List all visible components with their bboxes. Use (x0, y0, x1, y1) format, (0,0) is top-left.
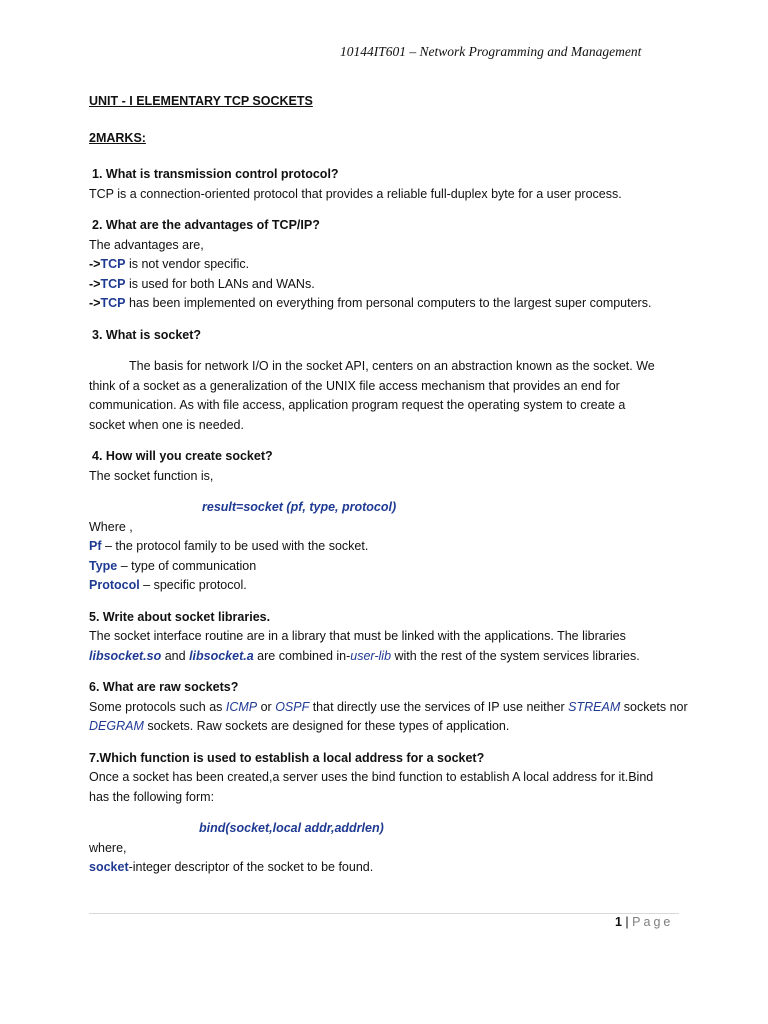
def-term: Pf (89, 539, 102, 553)
q3-answer-line: communication. As with file access, application program request the operating system to create a (89, 398, 626, 412)
def-term: Protocol (89, 578, 140, 592)
q2-item-text: is used for both LANs and WANs. (125, 276, 315, 291)
tcp-term: TCP (100, 276, 126, 291)
q6-answer-line (89, 717, 689, 737)
q4-definition (89, 576, 689, 596)
header-separator: – (406, 44, 420, 59)
tcp-term: TCP (100, 296, 126, 310)
q5-text: with the rest of the system services libraries. (391, 648, 640, 663)
q1-answer: TCP is a connection-oriented protocol that provides a reliable full-duplex byte for a user process. (89, 186, 622, 201)
def-term: Type (89, 558, 118, 573)
q4-definition (89, 537, 689, 557)
lib-name: libsocket.a (189, 648, 254, 663)
q1-question: 1. What is transmission control protocol? (92, 167, 339, 181)
def-term: socket (89, 860, 129, 874)
page-footer (615, 915, 673, 929)
def-desc: – the protocol family to be used with the socket. (101, 539, 369, 553)
running-header (340, 44, 641, 60)
bind-formula: bind(socket,local addr,addrlen) (199, 821, 384, 835)
q2-question: 2. What are the advantages of TCP/IP? (92, 218, 320, 232)
q3-answer-line: The basis for network I/O in the socket API, centers on an abstraction known as the socket. We (129, 359, 655, 373)
q6-text: sockets. Raw sockets are designed for these types of application. (143, 719, 510, 733)
q5-question: 5. Write about socket libraries. (89, 609, 271, 624)
protocol-term: OSPF (275, 699, 310, 714)
footer-divider (89, 913, 679, 914)
q4-intro: The socket function is, (89, 468, 214, 483)
socket-type-term: DEGRAM (89, 719, 144, 733)
q6-text: sockets nor (620, 699, 688, 714)
arrow-marker: -> (89, 257, 101, 271)
lib-name: libsocket.so (89, 648, 162, 663)
course-title: Network Programming and Management (419, 44, 642, 59)
tcp-term: TCP (100, 257, 126, 271)
q7-answer-line: Once a socket has been created,a server uses the bind function to establish A local address for it.Bind (89, 770, 654, 784)
q6-text: Some protocols such as (89, 699, 226, 714)
footer-separator: | (621, 915, 633, 929)
q6-question: 6. What are raw sockets? (89, 680, 239, 694)
q3-answer-line: socket when one is needed. (89, 417, 244, 432)
protocol-term: ICMP (225, 699, 258, 714)
q5-answer-line: The socket interface routine are in a library that must be linked with the applications. The libraries (89, 629, 626, 643)
q3-answer-line: think of a socket as a generalization of the UNIX file access mechanism that provides an end for (89, 378, 620, 393)
q2-item-text: has been implemented on everything from personal computers to the largest super computers. (125, 296, 652, 310)
arrow-marker: -> (89, 276, 101, 291)
q4-question: 4. How will you create socket? (92, 449, 273, 463)
q5-text: and (161, 648, 190, 663)
page-number: 1 (615, 915, 622, 929)
arrow-marker: -> (89, 296, 101, 310)
def-desc: -integer descriptor of the socket to be found. (128, 860, 374, 874)
q2-intro: The advantages are, (89, 237, 204, 252)
def-desc: – specific protocol. (139, 578, 247, 592)
q2-item (89, 255, 689, 275)
def-desc: – type of communication (117, 558, 257, 573)
page-label: Page (632, 915, 674, 929)
q2-item (89, 294, 689, 314)
q5-answer-line (89, 647, 689, 667)
q4-definition (89, 557, 689, 577)
q4-where: Where , (89, 519, 133, 534)
q2-item-text: is not vendor specific. (125, 257, 250, 271)
q7-question: 7.Which function is used to establish a local address for a socket? (89, 750, 485, 765)
q7-answer-line: has the following form: (89, 789, 215, 804)
q7-where: where, (89, 840, 127, 855)
socket-type-term: STREAM (568, 699, 621, 714)
socket-formula: result=socket (pf, type, protocol) (202, 500, 397, 514)
q6-text: that directly use the services of IP use neither (309, 699, 569, 714)
unit-title: UNIT - I ELEMENTARY TCP SOCKETS (89, 94, 313, 108)
q5-text: are combined in- (253, 648, 351, 663)
course-code: 10144IT601 (340, 44, 407, 59)
q6-answer-line (89, 698, 689, 718)
q7-definition (89, 858, 689, 878)
page-content (89, 92, 689, 878)
lib-name: user-lib (350, 648, 392, 663)
q3-question: 3. What is socket? (92, 327, 202, 342)
q6-text: or (257, 699, 276, 714)
q2-item (89, 275, 689, 295)
marks-heading: 2MARKS: (89, 130, 146, 145)
